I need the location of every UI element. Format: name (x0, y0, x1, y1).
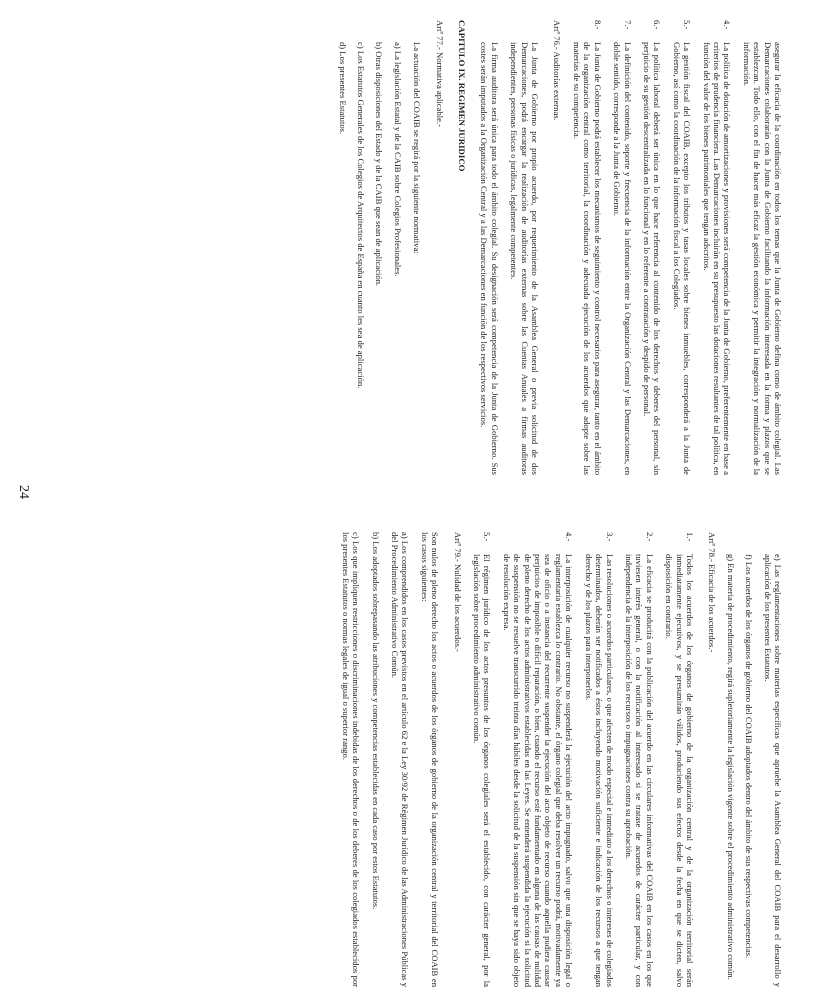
numbered-item: 2.- La eficacia se producirá con la publicación del acuerdo en las circulares informativas del COAIB en los casos en los que tuviesen interés general, o con la notificación al interesado si se tratase de acuerdos de carácter particular, y con independencia de la interposición de los recursos o impugnaciones contra su aprobación. (623, 532, 655, 987)
numbered-item: 5.- El régimen jurídico de los actos presuntos de los órganos colegiales será el establecido, con carácter general, por la legislación sobre procedimiento administrativo común. (472, 532, 493, 987)
list-item: c) Los que impliquen restricciones o discriminaciones indebidas de los derechos o de los deberes de los colegiados establecidos por los presentes Estatutos o normas legales de igual o superior rango. (340, 532, 362, 987)
list-item: f) Los acuerdos de los órganos de gobierno del COAIB adoptados dentro del ámbito de sus respectivas competencias. (744, 554, 755, 959)
paragraph: La actuación del COAIB se regirá por la siguiente normativa: (412, 42, 423, 254)
list-item: b) Los adoptados sobrepasando las atribuciones y competencias establecidas en cada caso por estos Estatutos. (370, 532, 381, 910)
list-item: b) Otras disposiciones del Estado y de la CAIB que sean de aplicación. (374, 42, 385, 287)
right-column (331, 532, 783, 987)
list-item: a) Los comprendidos en los casos previstos en el artículo 62 e la Ley 30/92 de Régimen Jurídico de las Administraciones Públicas y del Procedimiento Administrativo Común. (390, 532, 411, 987)
numbered-item: 7.- La definición del contenido, soporte y frecuencia de la información entre la Organización Central y las Demarcaciones, en doble sentido, corresponde a la Junta de Gobierno. (612, 20, 633, 475)
list-item: e) Las reglamentaciones sobre materias específicas que apruebe la Asamblea General del COAIB para el desarrollo y aplicación de los presentes Estatutos. (762, 554, 783, 987)
list-item: g) En materia de procedimiento, regirá supletoriamente la legislación vigente sobre el procedimiento administrativo común. (725, 554, 736, 980)
article-76-title: Artº 76.- Auditorías externas. (552, 20, 563, 121)
list-item: c) Los Estatutos Generales de los Colegios de Arquitectos de España en cuanto les sea de aplicación. (356, 42, 367, 389)
chapter-heading: CAPITULO IX. REGIMEN JURIDICO (457, 20, 468, 172)
article-79-title: Artº 79.- Nulidad de los acuerdos.- (452, 532, 463, 652)
article-77-title: Artº 77.- Normativa aplicable.- (434, 20, 445, 127)
paragraph: asegurar la eficacia de la coordinación en todos los temas que la Junta de Gobierno defina como de ámbito colegial. Las Demarcaciones colaborarán con la Junta de Gobierno facilitando la información interesada en la forma y plazos que se establezcan. Todo ello, con el fin de hacer más eficaz la gestión económica y permitir la integración y normalización de la información. (741, 42, 783, 475)
list-item: d) Los presentes Estatutos. (337, 42, 348, 135)
paragraph: Son nulos de pleno derecho los actos o acuerdos de los órganos de gobierno de la organización central y territorial del COAIB en los casos siguientes: (419, 532, 441, 987)
left-column (329, 20, 783, 475)
page-number: 24 (16, 485, 31, 499)
numbered-item: 1.- Todos los acuerdos de los órganos de gobierno de la organización central y de la organización territorial serán inmediatamente ejecutivos, y se presumirán válidos, produciendo sus efectos desde la fecha en que se dicten, salvo disposición en contrario. (664, 532, 695, 987)
article-78-title: Artº 78.- Eficacia de los acuerdos.- (707, 532, 718, 653)
paragraph: La Junta de Gobierno por propio acuerdo, por requerimiento de la Asamblea General o previa solicitud de dos Demarcaciones, podrá encargar la realización de auditorías externas sobre las Cuentas Anuales a firmas auditoras independientes, personas físicas o jurídicas, legalmente competentes. (509, 42, 541, 475)
numbered-item: 6.- La política laboral deberá ser única en lo que hace referencia al contenido de los derechos y deberes del personal, sin perjuicio de su gestión descentralizada en lo funcional y en lo referente a contratación y despido de personal. (641, 20, 663, 475)
numbered-item: 4.- La interposición de cualquier recurso no suspenderá la ejecución del acto impugnado, salvo que una disposición legal o reglamentaria establezca lo contrario. No obstante, el órgano colegial que deba resolver un recurso podrá, motivadamente ya sea de oficio o a instancia del recurrente suspender la ejecución del acto objeto de recurso cuando aquella pudiera causar perjuicios de imposible o difícil reparación, o bien, cuando el recurso esté fundamentado en alguna de las causas de nulidad de pleno derecho de los actos administrativos establecidas en las Leyes. Se entenderá suspendida la ejecución si la solicitud de suspensión no se resuelve transcurrido treinta días hábiles desde la solicitud de la suspensión sin que se haya sido objeto de resolución expresa. (501, 532, 575, 987)
numbered-item: 8.- La Junta de Gobierno podrá establecer los mecanismos de seguimiento y control necesarios para asegurar, tanto en el ámbito de la organización central como territorial, la coordinación y adecuada ejecución de los acuerdos que adopte sobre las materias de su competencia. (571, 20, 603, 475)
numbered-item: 4.- La política de dotación de amortizaciones y provisiones será competencia de la Junta de Gobierno, preferentemente en base a criterios de prudencia financiera. Las Demarcaciones incluirán en su presupuesto las dotaciones resultantes de tal política, en función del valor de los bienes patrimoniales que tengan adscritos. (701, 20, 733, 475)
paragraph: La firma auditora será única para todo el ámbito colegial. Su designación será competencia de la Junta de Gobierno. Sus costes serán imputados a la Organización Central y a las Demarcaciones en función de los respectivos servicios. (479, 42, 500, 475)
list-item: a) La legislación Estatal y de la CAIB sobre Colegios Profesionales. (392, 42, 403, 277)
numbered-item: 5.- La gestión fiscal del COAIB, excepto los tributos y tasas locales sobre bienes inmuebles, corresponderá a la Junta de Gobierno, así como la coordinación de la información fiscal a los Colegiados. (671, 20, 693, 475)
numbered-item: 3.- Las resoluciones o acuerdos particulares, o que afecten de modo especial e inmediato a los derechos o intereses de colegiados determinados, deberán ser notificados a éstos incluyendo motivación suficiente e indicación de los recursos a que tengan derecho y de los plazos para interponerlos. (583, 532, 615, 987)
